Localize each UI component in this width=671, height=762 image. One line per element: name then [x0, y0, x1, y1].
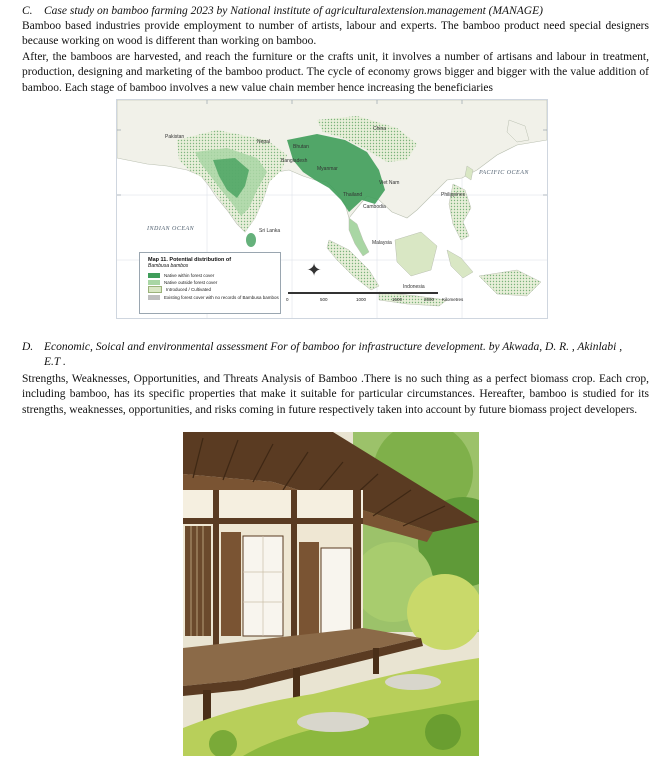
scale-tick: 2000 [424, 297, 435, 302]
map-label-sri-lanka: Sri Lanka [259, 228, 281, 234]
map-label-pakistan: Pakistan [165, 134, 185, 140]
section-d-paragraph: Strengths, Weaknesses, Opportunities, and Threats Analysis of Bamboo .There is no such thing as a perfect biomass crop. Each crop, including bamboo, has its specific properties that make it suitable for particular circumstances. Hereafter, bamboo is studied for its strengths, weaknesses, opportunities, and risks coming in future respectively taken into account by future biomass project developers. [22, 373, 649, 416]
section-c-title: Case study on bamboo farming 2023 by National institute of agriculturalextension.management (MANAGE) [44, 5, 543, 17]
map-label-indian-ocean: INDIAN OCEAN [147, 226, 195, 232]
section-c-paragraph-2: After, the bamboos are harvested, and reach the furniture or the crafts unit, it involves a number of artisans and labour in treatment, production, designing and marketing of the bamboo product. The cycle of economy grows bigger and bigger with the value addition of bamboo. Each stage of bamboo involves a new value chain member hence increasing the beneficiaries [22, 51, 649, 94]
scale-tick: 500 [320, 297, 328, 302]
house-illustration [183, 432, 479, 756]
section-d-heading-continued: E.T . [44, 356, 66, 368]
map-scale-bar [284, 284, 484, 306]
bamboo-distribution-map [116, 99, 548, 319]
section-c-paragraph-1: Bamboo based industries provide employment to number of artists, labour and experts. The bamboo product need special designers because working on wood is different than working on bamboo. [22, 20, 649, 48]
legend-item [148, 286, 280, 292]
legend-item-label: Native within forest cover [164, 272, 215, 278]
map-label-philippines: Philippines [441, 192, 466, 198]
map-label-viet-nam: Viet Nam [379, 180, 400, 186]
map-legend [139, 252, 281, 314]
section-c-letter: C. [22, 5, 33, 17]
legend-subtitle: Bambusa bambos [148, 263, 189, 269]
bamboo-house-photo [183, 432, 479, 756]
map-label-bangladesh: Bangladesh [281, 158, 308, 164]
legend-item-label: Existing forest cover with no records of Bambusa bambos [164, 294, 279, 300]
legend-item [148, 272, 280, 278]
map-label-nepal: Nepal [257, 139, 271, 145]
legend-swatch [148, 295, 160, 300]
map-label-cambodia: Cambodia [363, 204, 386, 210]
legend-item-label: Native outside forest cover [164, 279, 218, 285]
map-label-indonesia: Indonesia [403, 284, 425, 290]
map-label-myanmar: Myanmar [317, 166, 338, 172]
map-label-pacific-ocean: PACIFIC OCEAN [479, 170, 529, 176]
section-d-title: Economic, Soical and environmental assessment For of bamboo for infrastructure development. by Akwada, D. R. , Akinlabi , [44, 341, 623, 353]
legend-item-label: Introduced / Cultivated [166, 286, 212, 292]
section-d-letter: D. [22, 341, 34, 353]
map-label-china: China [373, 126, 387, 132]
legend-swatch [148, 286, 162, 293]
scale-line [288, 292, 438, 294]
legend-item [148, 279, 280, 285]
scale-unit: Kilometres [442, 297, 464, 302]
legend-title: Map 11. Potential distribution of [148, 257, 232, 263]
section-d-heading [22, 340, 652, 354]
map-label-malaysia: Malaysia [372, 240, 392, 246]
scale-tick: 1000 [356, 297, 367, 302]
scale-tick: 0 [286, 297, 289, 302]
scale-tick: 1500 [392, 297, 403, 302]
legend-swatch [148, 273, 160, 278]
sri-lanka-shape [246, 233, 256, 247]
section-c-heading [22, 4, 543, 18]
map-label-bhutan: Bhutan [293, 144, 309, 150]
map-label-thailand: Thailand [343, 192, 363, 198]
compass-rose-icon: ✦ [306, 260, 322, 280]
legend-item [148, 293, 280, 301]
legend-swatch [148, 280, 160, 285]
